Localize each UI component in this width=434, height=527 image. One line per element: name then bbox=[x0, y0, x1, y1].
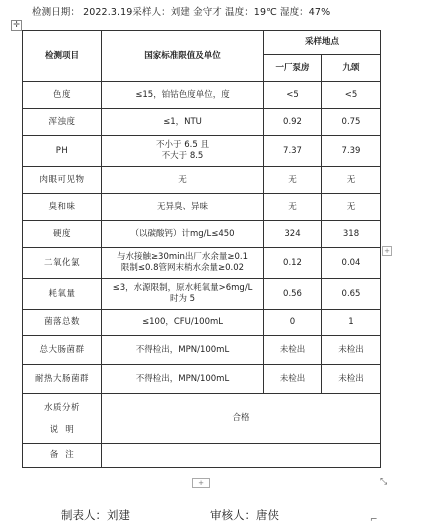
standard-cell bbox=[102, 310, 264, 336]
water-quality-table bbox=[22, 30, 381, 468]
value-site-1: 0.92 bbox=[264, 109, 322, 136]
item-cell: PH bbox=[23, 136, 102, 167]
value-site-2: 0.04 bbox=[322, 248, 381, 279]
header-item: 检测项目 bbox=[23, 31, 102, 82]
analysis-label bbox=[23, 394, 102, 444]
standard-cell bbox=[102, 248, 264, 279]
value-site-1: 324 bbox=[264, 221, 322, 248]
table-row bbox=[23, 167, 381, 194]
table-row bbox=[23, 310, 381, 336]
table-row bbox=[23, 194, 381, 221]
reviewed-by: 审核人：唐侠 bbox=[210, 508, 279, 522]
standard-line: ≤3，水源限制，原水耗氧量>6mg/L bbox=[112, 283, 253, 293]
standard-line: 不大于 8.5 bbox=[161, 151, 204, 161]
item-cell: 色度 bbox=[23, 82, 102, 109]
standard-cell bbox=[102, 82, 264, 109]
standard-line: 时为 5 bbox=[169, 294, 196, 304]
analysis-value: 合格 bbox=[102, 394, 381, 444]
table-row bbox=[23, 82, 381, 109]
value-site-2: 1 bbox=[322, 310, 381, 336]
table-move-handle-icon[interactable]: ✛ bbox=[11, 20, 22, 31]
analysis-label-line-1: 水质分析 bbox=[43, 402, 80, 413]
value-site-2: 0.65 bbox=[322, 279, 381, 310]
remark-value bbox=[102, 444, 381, 468]
item-cell: 耗氧量 bbox=[23, 279, 102, 310]
value-site-2: 0.75 bbox=[322, 109, 381, 136]
header-site-2: 九颂 bbox=[322, 55, 381, 82]
standard-cell bbox=[102, 136, 264, 167]
item-cell: 二氧化氯 bbox=[23, 248, 102, 279]
value-site-1: <5 bbox=[264, 82, 322, 109]
standard-line: ≤15，铂钴色度单位，度 bbox=[135, 89, 230, 100]
standard-line: ≤100，CFU/100mL bbox=[142, 317, 223, 327]
item-cell: 浑浊度 bbox=[23, 109, 102, 136]
header-site-1: 一厂泵房 bbox=[264, 55, 322, 82]
item-cell: 菌落总数 bbox=[23, 310, 102, 336]
table-row bbox=[23, 221, 381, 248]
standard-cell bbox=[102, 109, 264, 136]
add-column-handle-icon[interactable]: + bbox=[192, 478, 210, 488]
value-site-2: 无 bbox=[322, 167, 381, 194]
standard-cell bbox=[102, 194, 264, 221]
table-row bbox=[23, 279, 381, 310]
standard-line: （以碳酸钙）计mg/L≤450 bbox=[130, 228, 235, 239]
standard-line: 无异臭、异味 bbox=[156, 201, 208, 212]
item-cell: 臭和味 bbox=[23, 194, 102, 221]
standard-cell bbox=[102, 167, 264, 194]
table-row bbox=[23, 109, 381, 136]
value-site-1: 无 bbox=[264, 194, 322, 221]
table-row bbox=[23, 336, 381, 365]
standard-line: 限制≤0.8管网末梢水余量≥0.02 bbox=[120, 263, 245, 273]
analysis-label-line-2: 说 明 bbox=[49, 424, 75, 435]
standard-line: 无 bbox=[178, 174, 187, 185]
remark-row bbox=[23, 444, 381, 468]
value-site-2: 未检出 bbox=[322, 365, 381, 394]
standard-line: 不小于 6.5 且 bbox=[156, 140, 209, 150]
standard-cell bbox=[102, 336, 264, 365]
standard-cell bbox=[102, 365, 264, 394]
item-cell: 总大肠菌群 bbox=[23, 336, 102, 365]
standard-line: 不得检出，MPN/100mL bbox=[135, 373, 230, 384]
standard-line: 与水接触≥30min出厂水余量≥0.1 bbox=[116, 252, 249, 262]
standard-cell bbox=[102, 221, 264, 248]
value-site-1: 0.56 bbox=[264, 279, 322, 310]
resize-corner-icon[interactable]: ⤡ bbox=[380, 477, 388, 487]
standard-cell bbox=[102, 279, 264, 310]
value-site-2: 未检出 bbox=[322, 336, 381, 365]
item-cell: 硬度 bbox=[23, 221, 102, 248]
corner-mark-icon: ⌐ bbox=[370, 515, 378, 525]
item-cell: 耐热大肠菌群 bbox=[23, 365, 102, 394]
header-sites: 采样地点 bbox=[264, 31, 381, 55]
item-cell: 肉眼可见物 bbox=[23, 167, 102, 194]
prepared-by: 制表人：刘建 bbox=[61, 508, 130, 522]
remark-label: 备 注 bbox=[23, 444, 102, 468]
value-site-2: 无 bbox=[322, 194, 381, 221]
add-row-handle-icon[interactable]: + bbox=[382, 246, 392, 256]
value-site-1: 未检出 bbox=[264, 336, 322, 365]
analysis-row bbox=[23, 394, 381, 444]
value-site-2: 7.39 bbox=[322, 136, 381, 167]
table-row bbox=[23, 136, 381, 167]
table-row bbox=[23, 365, 381, 394]
value-site-1: 无 bbox=[264, 167, 322, 194]
report-header: 检测日期： 2022.3.19采样人：刘建 金守才 温度：19℃ 湿度：47% bbox=[32, 7, 331, 18]
value-site-1: 未检出 bbox=[264, 365, 322, 394]
value-site-1: 0 bbox=[264, 310, 322, 336]
value-site-2: 318 bbox=[322, 221, 381, 248]
table-row bbox=[23, 248, 381, 279]
value-site-2: <5 bbox=[322, 82, 381, 109]
standard-line: 不得检出，MPN/100mL bbox=[135, 344, 230, 355]
standard-line: ≤1，NTU bbox=[163, 116, 202, 127]
value-site-1: 0.12 bbox=[264, 248, 322, 279]
header-standard: 国家标准限值及单位 bbox=[102, 31, 264, 82]
value-site-1: 7.37 bbox=[264, 136, 322, 167]
